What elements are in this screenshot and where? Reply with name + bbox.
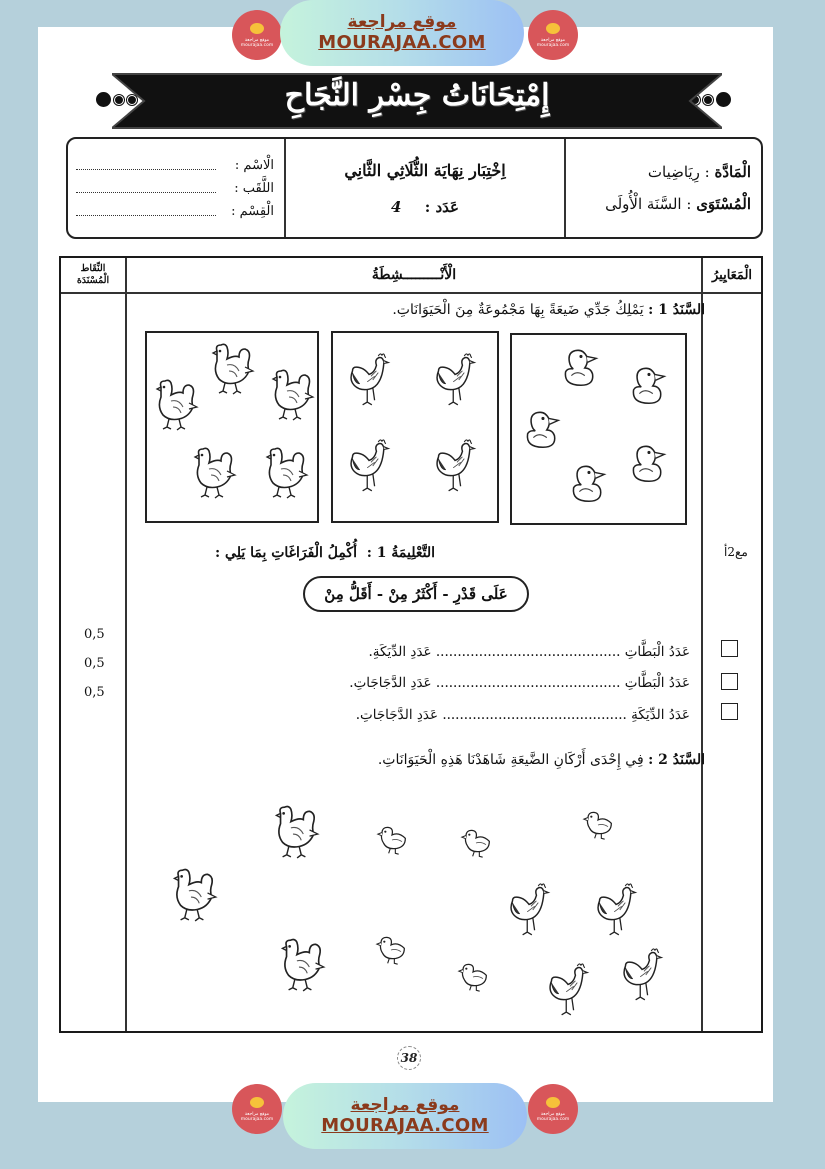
- surname-field[interactable]: اللَّقَب :: [68, 178, 274, 198]
- chick-icon: [459, 828, 493, 858]
- logo-caption-ar: موقع مراجعة: [244, 37, 270, 43]
- rooster-icon: [620, 945, 666, 1005]
- chick-icon: [375, 825, 409, 855]
- logo-caption-en: mourajaa.com: [536, 1116, 570, 1122]
- item-2[interactable]: عَدَدُ الْبَطَّاتِ ........................................... عَدَدِ الدَّجَاجَاتِ.: [349, 675, 690, 691]
- watermark-link[interactable]: MOURAJAA.COM: [318, 32, 486, 53]
- exam-info-box: [66, 137, 763, 239]
- duck-icon: [518, 405, 566, 453]
- hen-icon: [166, 866, 218, 924]
- support-2: السَّنَدُ 2 : فِي إِحْدَى أَرْكَانِ الضَّيعَةِ شَاهَدْنَا هَذِهِ الْحَيَوَانَاتِ.: [377, 752, 705, 768]
- watermark-logo-right: [528, 10, 578, 60]
- watermark-arabic: موقع مراجعة: [347, 12, 457, 32]
- watermark-logo-left: [232, 10, 282, 60]
- criteria-column-divider: [701, 258, 703, 1031]
- student-fields-cell: [68, 139, 284, 237]
- hens-box: [145, 331, 319, 523]
- duck-icon: [624, 439, 672, 487]
- header-activities: الْأَنْـــــــــشِطَةُ: [371, 267, 457, 283]
- exam-title-cell: [284, 139, 564, 237]
- rooster-icon: [507, 880, 553, 940]
- rooster-icon: [546, 960, 592, 1020]
- level-line: الْمُسْتَوَى : السَّنَة الْأُولَى: [605, 195, 751, 213]
- class-field[interactable]: الْقِسْم :: [68, 201, 274, 221]
- item-1-points: 0,5: [84, 627, 105, 642]
- chick-icon: [456, 962, 490, 992]
- watermark-banner-top[interactable]: [280, 0, 524, 66]
- item-3[interactable]: عَدَدُ الدِّيَكَةِ ........................................... عَدَدِ الدَّجَاجَاتِ.: [355, 707, 690, 723]
- logo-caption-en: mourajaa.com: [240, 42, 274, 48]
- book-icon: [250, 23, 264, 34]
- watermark-logo-left-bottom: [232, 1084, 282, 1134]
- item-2-points: 0,5: [84, 656, 105, 671]
- rooster-icon: [347, 437, 393, 495]
- hen-icon: [259, 445, 309, 501]
- item-1-checkbox[interactable]: [721, 640, 738, 657]
- header-points: النِّقَاط الْمُسْنَدَة: [76, 263, 110, 286]
- banner-title: إِمْتِحَانَاتُ جِسْرِ النَّجَاحِ: [284, 78, 550, 113]
- book-icon: [546, 23, 560, 34]
- logo-caption-en: mourajaa.com: [240, 1116, 274, 1122]
- points-column-divider: [125, 258, 127, 1031]
- criteria-code: مع2أ: [724, 545, 748, 559]
- duck-icon: [556, 343, 604, 391]
- item-3-checkbox[interactable]: [721, 703, 738, 720]
- exam-number: عَدَد : 4: [391, 197, 459, 216]
- watermark-logo-right-bottom: [528, 1084, 578, 1134]
- subject-line: الْمَادَّة : رِيَاضِيات: [647, 163, 751, 181]
- hen-icon: [274, 936, 326, 994]
- watermark-banner-bottom[interactable]: [283, 1083, 527, 1149]
- item-3-points: 0,5: [84, 685, 105, 700]
- name-field[interactable]: الْاسْم :: [68, 155, 274, 175]
- watermark-link[interactable]: MOURAJAA.COM: [321, 1115, 489, 1136]
- item-2-checkbox[interactable]: [721, 673, 738, 690]
- hen-icon: [268, 803, 320, 861]
- watermark-arabic: موقع مراجعة: [350, 1095, 460, 1115]
- title-banner: [112, 72, 722, 130]
- logo-caption-ar: موقع مراجعة: [540, 37, 566, 43]
- hen-icon: [265, 367, 315, 423]
- ducks-box: [510, 333, 687, 525]
- instruction-1: التَّعْلِيمَةُ 1 : أُكْمِلُ الْفَرَاغَاتِ بِمَا يَلِي :: [214, 545, 435, 561]
- item-1[interactable]: عَدَدُ الْبَطَّاتِ ........................................... عَدَدِ الدِّيَكَةِ.: [368, 644, 690, 660]
- hen-icon: [149, 377, 199, 433]
- rooster-icon: [347, 351, 393, 409]
- duck-icon: [564, 459, 612, 507]
- rooster-icon: [433, 351, 479, 409]
- subject-level-cell: [564, 139, 761, 237]
- hen-icon: [187, 445, 237, 501]
- page-number: 38: [397, 1046, 421, 1070]
- book-icon: [250, 1097, 264, 1108]
- rooster-icon: [433, 437, 479, 495]
- logo-caption-ar: موقع مراجعة: [244, 1111, 270, 1117]
- chick-icon: [581, 810, 615, 840]
- support-1: السَّنَدُ 1 : يَمْلِكُ جَدِّي ضَيعَةً بِهَا مَجْمُوعَةٌ مِنَ الْحَيَوَانَاتِ.: [392, 302, 705, 318]
- book-icon: [546, 1097, 560, 1108]
- word-choices: عَلَى قَدْرِ - أَكْثَرُ مِنْ - أَقَلُّ مِنْ: [303, 576, 529, 612]
- chick-icon: [374, 935, 408, 965]
- logo-caption-en: mourajaa.com: [536, 42, 570, 48]
- exam-title: اِخْتِبَار نِهَايَة الثُّلَاثِي الثَّانِي: [344, 160, 506, 180]
- header-criteria: الْمَعَايِيرُ: [711, 267, 753, 283]
- roosters-box: [331, 331, 499, 523]
- header-divider: [61, 292, 761, 294]
- hen-icon: [205, 341, 255, 397]
- rooster-icon: [594, 880, 640, 940]
- logo-caption-ar: موقع مراجعة: [540, 1111, 566, 1117]
- duck-icon: [624, 361, 672, 409]
